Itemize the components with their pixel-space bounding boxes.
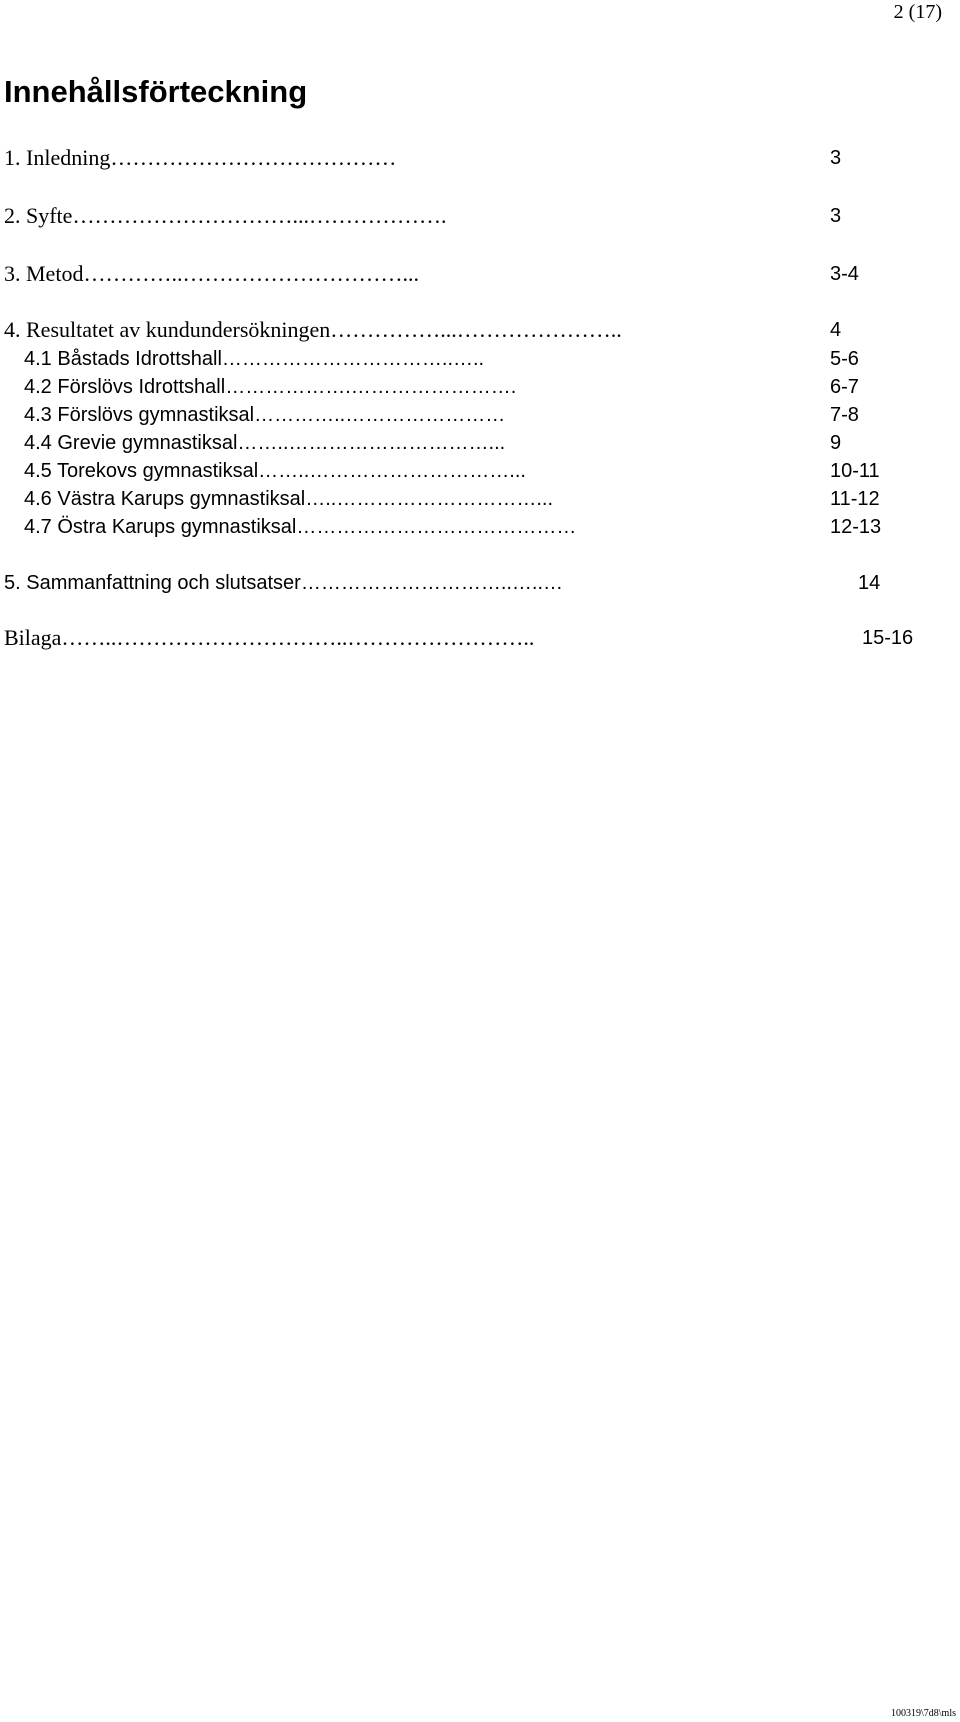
toc-entry-label: 4.5 Torekovs gymnastiksal……..…………………………... [24,460,526,482]
toc-entry-label: 5. Sammanfattning och slutsatser…………………………..…..… [4,572,564,594]
toc-title: Innehållsförteckning [4,74,308,109]
toc-entry-page: 3 [830,147,842,169]
toc-entry-label: 4.6 Västra Karups gymnastiksal…..…………………………... [24,488,554,510]
toc-entry-forslovs-idrottshall[interactable] [0,373,960,401]
toc-entry-resultatet[interactable] [0,316,960,344]
toc-entry-torekovs-gymnastiksal[interactable] [0,457,960,485]
toc-entry-bilaga[interactable] [0,624,960,652]
toc-entry-page: 3-4 [830,263,859,285]
toc-entry-page: 6-7 [830,376,859,398]
toc-entry-page: 7-8 [830,404,859,426]
toc-entry-page: 12-13 [830,516,882,538]
toc-entry-metod[interactable] [0,260,960,288]
toc-entry-sammanfattning[interactable] [0,569,960,597]
toc-entry-page: 3 [830,205,842,227]
page-number: 2 (17) [893,1,942,23]
toc-entry-label: 4.4 Grevie gymnastiksal……..…………………………... [24,432,506,454]
toc-entry-page: 4 [830,319,842,341]
toc-entry-page: 11-12 [830,488,880,510]
toc-entry-page: 15-16 [862,627,914,649]
toc-entry-syfte[interactable] [0,202,960,230]
toc-entry-label: 4.2 Förslövs Idrottshall……………….……………………. [24,376,517,398]
toc-entry-label: 4.7 Östra Karups gymnastiksal…………………………………… [24,516,577,538]
toc-entry-grevie-gymnastiksal[interactable] [0,429,960,457]
toc-entry-page: 9 [830,432,842,454]
toc-entry-forslovs-gymnastiksal[interactable] [0,401,960,429]
toc-entry-label: 2. Syfte…………………………...………………. [4,203,447,228]
toc-entry-label: 4.3 Förslövs gymnastiksal…………..…………………… [24,404,506,426]
toc-entry-label: 1. Inledning………………………………… [4,145,397,170]
toc-entry-page: 14 [858,572,881,594]
toc-entry-label: 4. Resultatet av kundundersökningen……………...………………….. [4,317,622,342]
toc-entry-page: 5-6 [830,348,859,370]
toc-entry-label: 3. Metod…………..…………………………... [4,261,419,286]
toc-entry-label: Bilaga……..…………………………..…………………….. [4,625,535,650]
toc-entry-page: 10-11 [830,460,880,482]
toc-entry-label: 4.1 Båstads Idrottshall……………………………..….. [24,348,485,370]
toc-entry-ostra-karups-gymnastiksal[interactable] [0,513,960,541]
toc-entry-bastads-idrottshall[interactable] [0,345,960,373]
toc-entry-inledning[interactable] [0,144,960,172]
document-id-footer: 100319\7d8\mls [890,1708,956,1719]
toc-entry-vastra-karups-gymnastiksal[interactable] [0,485,960,513]
table-of-contents [0,0,960,720]
